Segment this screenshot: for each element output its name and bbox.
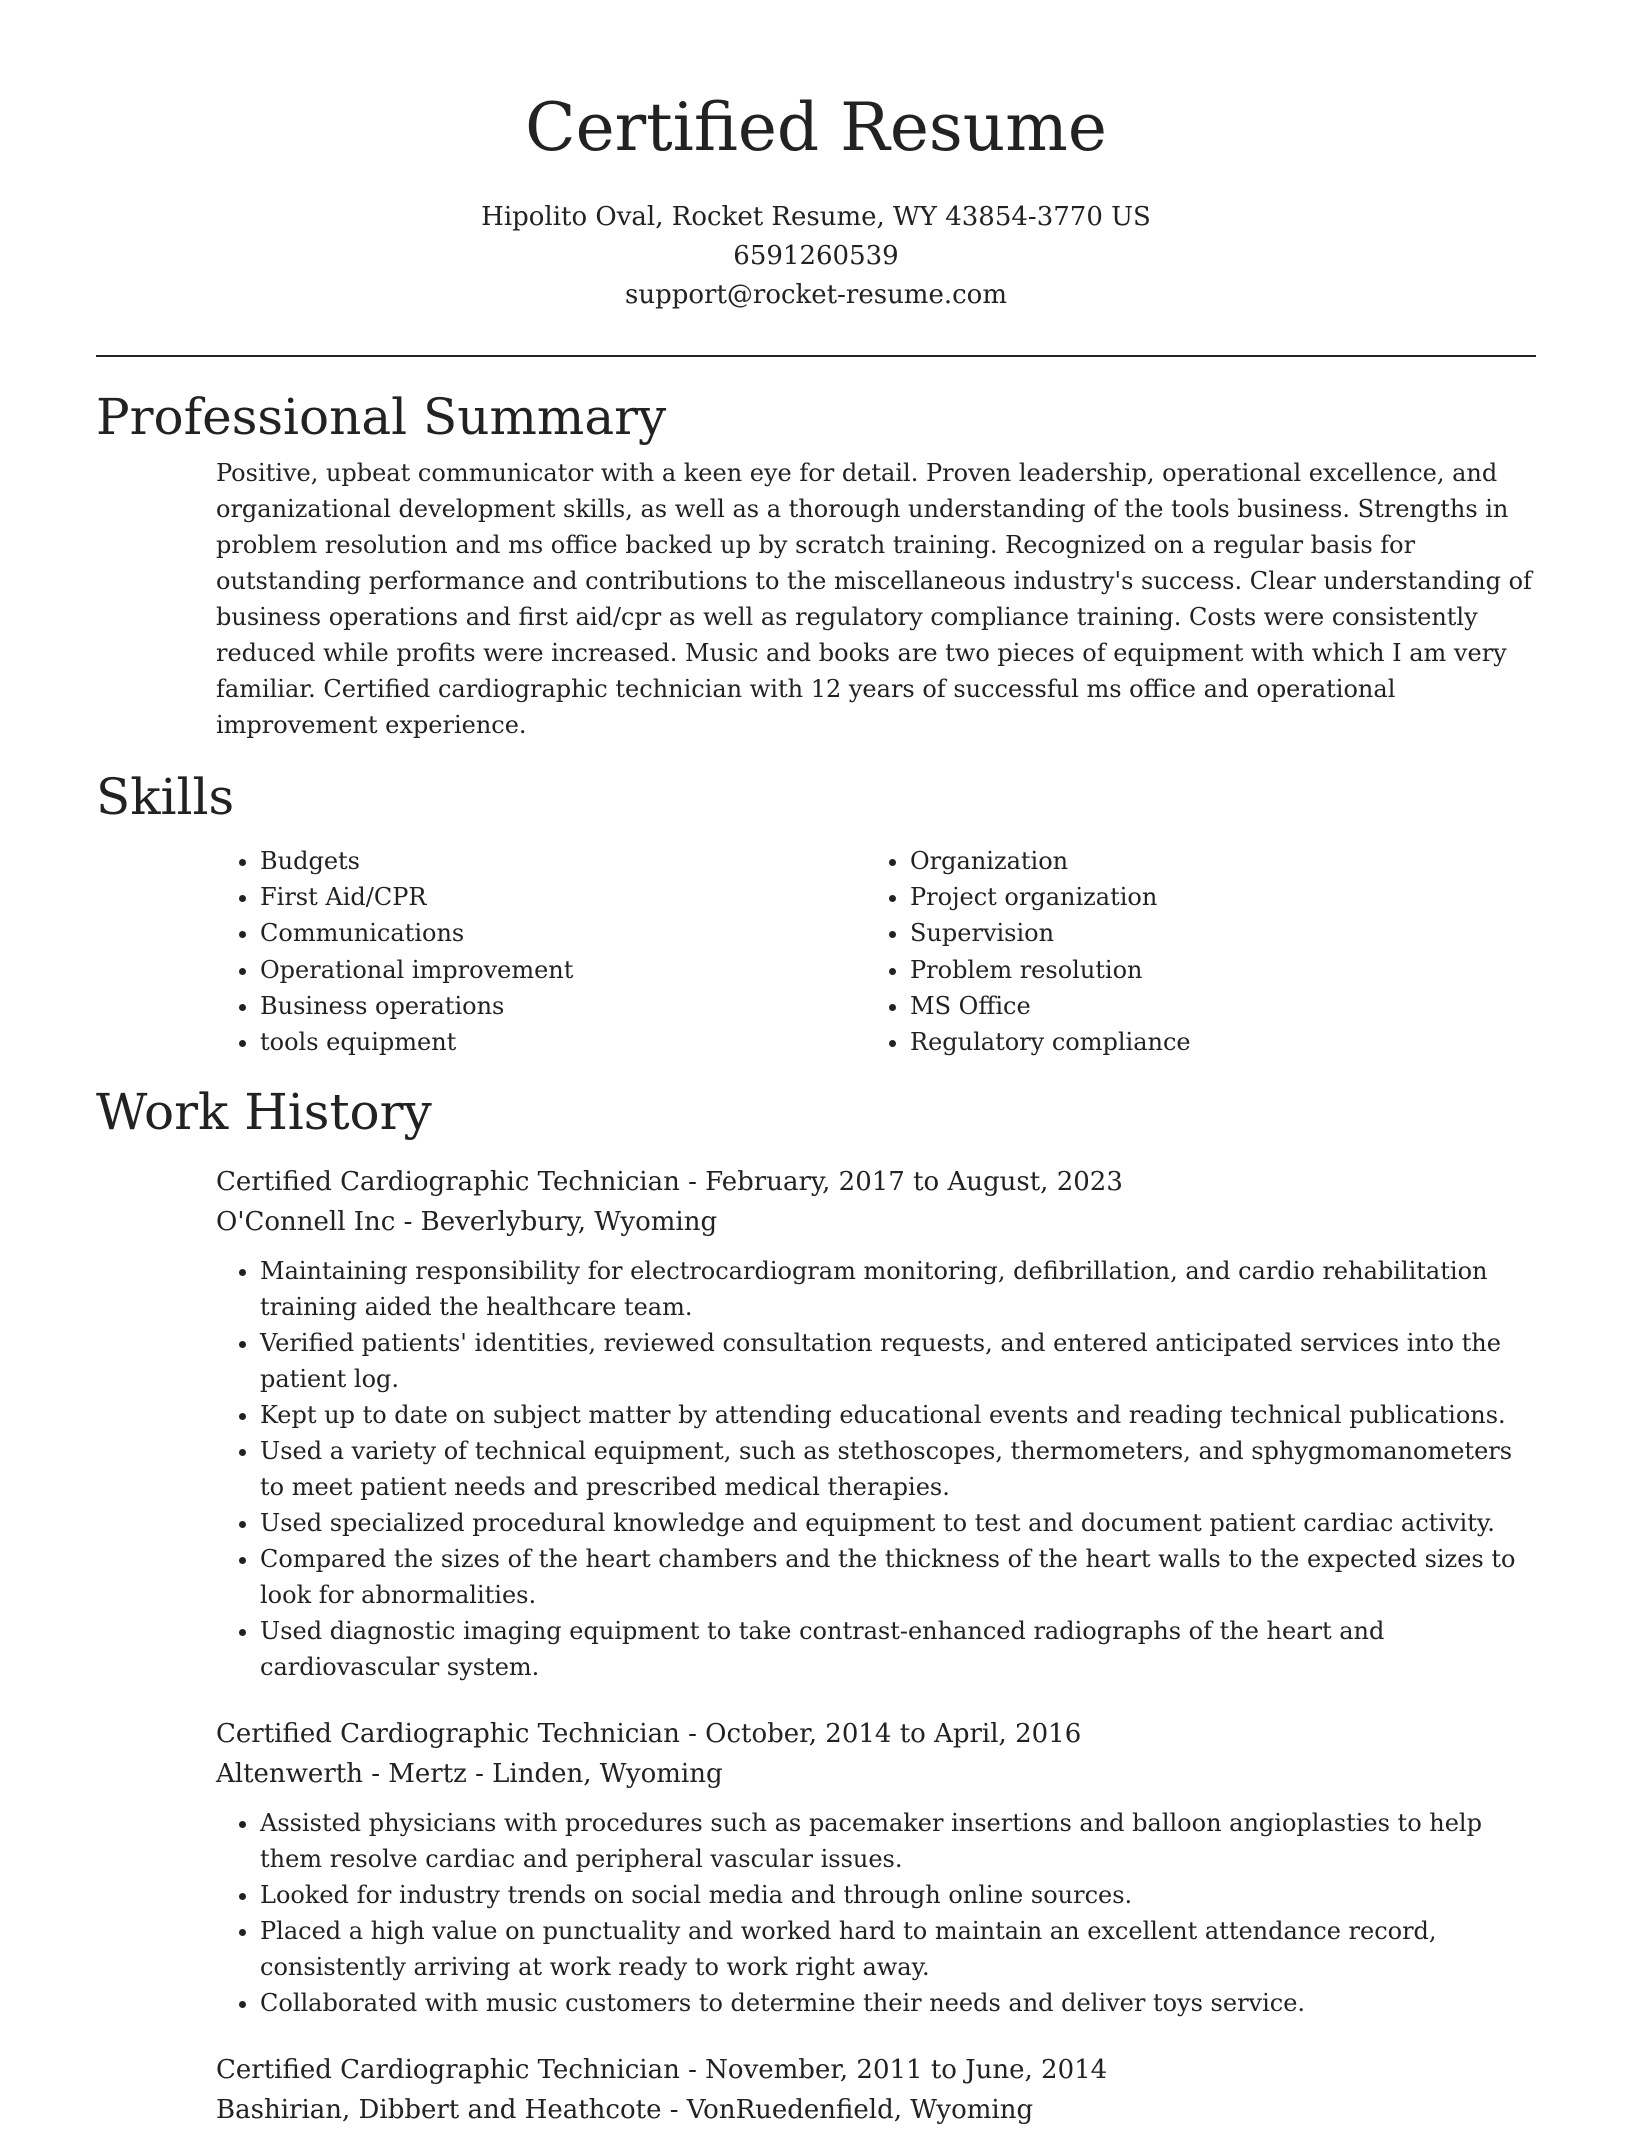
skills-grid [216, 843, 1536, 1060]
summary-heading: Professional Summary [96, 388, 667, 446]
job-company-location: Bashirian, Dibbert and Heathcote - VonRuedenfield, Wyoming [216, 2095, 1034, 2126]
work-history-section [96, 1082, 1536, 2130]
resume-name: Certified Resume [525, 89, 1107, 166]
job-entry [216, 2050, 1536, 2130]
header-divider [96, 355, 1536, 357]
skill-item: • Communications [260, 915, 866, 951]
skills-column-left [216, 843, 866, 1060]
job-title-dates: Certified Cardiographic Technician - November, 2011 to June, 2014 [216, 2055, 1108, 2086]
work-history-heading: Work History [96, 1083, 432, 1142]
job-bullet: • Collaborated with music customers to determine their needs and deliver toys service. [260, 1985, 1536, 2021]
skill-item: • Budgets [260, 843, 866, 879]
job-bullet: • Verified patients' identities, reviewed consultation requests, and entered anticipated services into the patient log. [260, 1325, 1536, 1397]
job-bullet: • Assisted physicians with procedures such as pacemaker insertions and balloon angioplasties to help them resolve cardiac and peripheral vascular issues. [260, 1805, 1536, 1877]
job-entry [216, 1714, 1536, 2021]
skill-item: • Supervision [910, 915, 1516, 951]
job-bullet: • Kept up to date on subject matter by attending educational events and reading technical publications. [260, 1397, 1536, 1433]
skill-item: • Regulatory compliance [910, 1024, 1516, 1060]
job-bullet: • Placed a high value on punctuality and worked hard to maintain an excellent attendance record, consistently arriving at work ready to work right away. [260, 1913, 1536, 1985]
skill-item: • Problem resolution [910, 952, 1516, 988]
job-bullet: • Used a variety of technical equipment, such as stethoscopes, thermometers, and sphygmomanometers to meet patient needs and prescribed medical therapies. [260, 1433, 1536, 1505]
job-title-dates: Certified Cardiographic Technician - October, 2014 to April, 2016 [216, 1719, 1082, 1750]
contact-email: support@rocket-resume.com [624, 280, 1007, 310]
job-bullets [216, 1253, 1536, 1685]
skills-column-right [866, 843, 1516, 1060]
resume-page [96, 0, 1536, 2130]
job-company-location: Altenwerth - Mertz - Linden, Wyoming [216, 1759, 723, 1790]
job-entry [216, 1162, 1536, 1685]
skills-section [96, 767, 1536, 1060]
skill-item: • First Aid/CPR [260, 879, 866, 915]
skills-heading: Skills [96, 768, 235, 826]
resume-header [96, 0, 1536, 315]
skill-item: • tools equipment [260, 1024, 866, 1060]
job-title-dates: Certified Cardiographic Technician - February, 2017 to August, 2023 [216, 1167, 1123, 1198]
summary-section [96, 387, 1536, 743]
contact-phone: 6591260539 [733, 241, 899, 271]
skill-item: • Business operations [260, 988, 866, 1024]
skill-item: • Organization [910, 843, 1516, 879]
job-bullet: • Maintaining responsibility for electrocardiogram monitoring, defibrillation, and cardio rehabilitation training aided the healthcare team. [260, 1253, 1536, 1325]
job-company-location: O'Connell Inc - Beverlybury, Wyoming [216, 1207, 718, 1238]
job-bullets [216, 1805, 1536, 2021]
job-bullet: • Looked for industry trends on social media and through online sources. [260, 1877, 1536, 1913]
summary-text: Positive, upbeat communicator with a keen eye for detail. Proven leadership, operational excellence, and organizational development skills, as well as a thorough understanding of the tools business. Strengths in problem resolution and ms office backed up by scratch training. Recognized on a regular basis for outstanding performance and contributions to the miscellaneous industry's success. Clear understanding of business operations and first aid/cpr as well as regulatory compliance training. Costs were consistently reduced while profits were increased. Music and books are two pieces of equipment with which I am very familiar. Certified cardiographic technician with 12 years of successful ms office and operational improvement experience. [216, 459, 1532, 739]
job-bullet: • Compared the sizes of the heart chambers and the thickness of the heart walls to the expected sizes to look for abnormalities. [260, 1541, 1536, 1613]
job-bullet: • Used diagnostic imaging equipment to take contrast-enhanced radiographs of the heart and cardiovascular system. [260, 1613, 1536, 1685]
job-bullet: • Used specialized procedural knowledge and equipment to test and document patient cardiac activity. [260, 1505, 1536, 1541]
skill-item: • Project organization [910, 879, 1516, 915]
skill-item: • MS Office [910, 988, 1516, 1024]
skill-item: • Operational improvement [260, 952, 866, 988]
contact-address: Hipolito Oval, Rocket Resume, WY 43854-3770 US [481, 202, 1151, 232]
